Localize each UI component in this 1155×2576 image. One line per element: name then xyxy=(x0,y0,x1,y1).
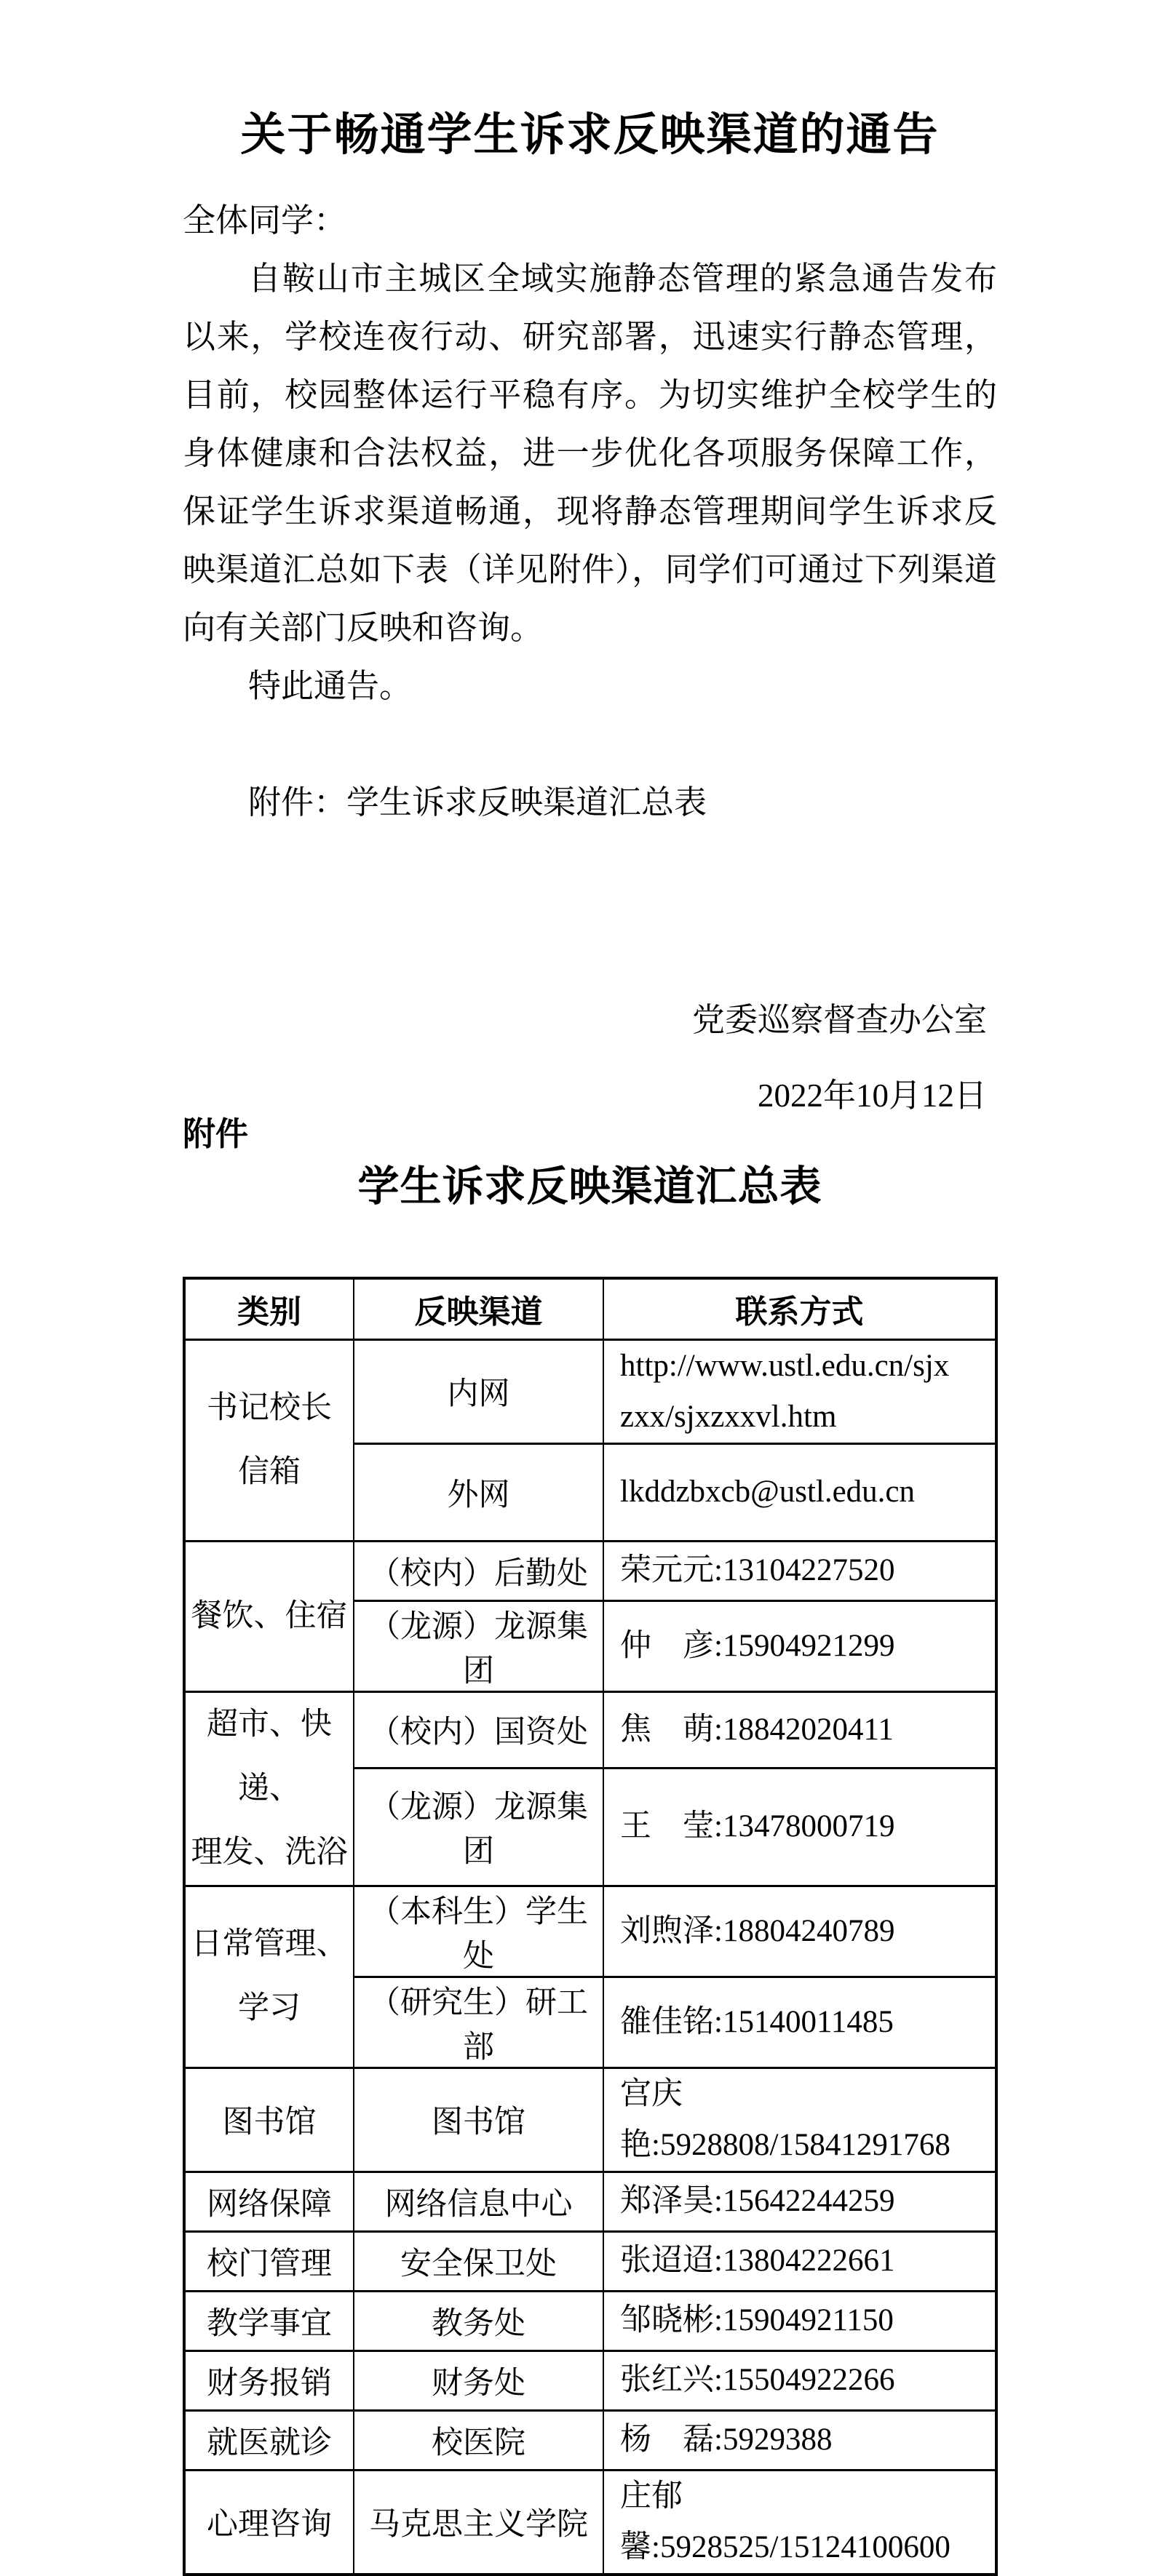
channel-cell: （龙源）龙源集团 xyxy=(354,1600,603,1691)
contact-line: 仲 彦:15904921299 xyxy=(620,1628,895,1663)
table-row xyxy=(184,2231,996,2291)
channel-cell: （龙源）龙源集团 xyxy=(354,1768,603,1886)
contact-line: 荣元元:13104227520 xyxy=(620,1553,895,1587)
contact-line: 郑泽昊:15642244259 xyxy=(620,2184,895,2218)
notice-closing: 特此通告。 xyxy=(248,668,413,704)
contact-cell xyxy=(603,1443,996,1541)
contact-line: 宫庆艳:5928808/15841291768 xyxy=(620,2076,950,2162)
contact-line: 焦 萌:18842020411 xyxy=(620,1712,894,1747)
category-cell: 网络保障 xyxy=(184,2172,354,2231)
channel-cell: （校内）后勤处 xyxy=(354,1541,603,1600)
table-row xyxy=(184,1691,996,1768)
category-cell: 心理咨询 xyxy=(184,2470,354,2575)
appeal-channels-table xyxy=(183,1277,998,2576)
contact-cell xyxy=(603,2172,996,2231)
channel-cell: 财务处 xyxy=(354,2350,603,2410)
category-line: 学习 xyxy=(238,1991,301,2025)
category-cell: 图书馆 xyxy=(184,2067,354,2172)
contact-cell xyxy=(603,2410,996,2470)
contact-line: 雒佳铭:15140011485 xyxy=(620,2004,894,2039)
table-row xyxy=(184,2291,996,2350)
category-line: 书记校长 xyxy=(207,1390,332,1425)
category-cell: 校门管理 xyxy=(184,2231,354,2291)
contact-line: 庄郁馨:5928525/15124100600 xyxy=(620,2479,950,2564)
channel-cell: （本科生）学生处 xyxy=(354,1886,603,1977)
table-row xyxy=(184,2172,996,2231)
contact-url-line: http://www.ustl.edu.cn/sjx xyxy=(620,1348,950,1383)
category-cell: 就医就诊 xyxy=(184,2410,354,2470)
channel-cell: 校医院 xyxy=(354,2410,603,2470)
category-cell: 教学事宜 xyxy=(184,2291,354,2350)
category-line: 餐饮、住宿 xyxy=(191,1598,348,1633)
attachment-table-title: 学生诉求反映渠道汇总表 xyxy=(357,1164,822,1210)
table-row xyxy=(184,2470,996,2575)
attachment-label: 附件 xyxy=(183,1114,249,1153)
contact-cell xyxy=(603,2350,996,2410)
channel-cell: 马克思主义学院 xyxy=(354,2470,603,2575)
contact-cell xyxy=(603,2231,996,2291)
channel-cell: 教务处 xyxy=(354,2291,603,2350)
channel-cell: 内网 xyxy=(354,1339,603,1443)
channel-cell: （研究生）研工部 xyxy=(354,1977,603,2067)
salutation: 全体同学： xyxy=(183,202,347,239)
contact-cell xyxy=(603,2470,996,2575)
contact-cell xyxy=(603,1691,996,1768)
contact-line: 张红兴:15504922266 xyxy=(620,2363,895,2397)
signature-date: 2022年10月12日 xyxy=(757,1077,987,1114)
contact-cell xyxy=(603,2067,996,2172)
category-line: 理发、洗浴 xyxy=(191,1835,348,1870)
contact-cell xyxy=(603,1600,996,1691)
notice-body-paragraph: 自鞍山市主城区全域实施静态管理的紧急通告发布以来，学校连夜行动、研究部署，迅速实行静态管理，目前，校园整体运行平稳有序。为切实维护全校学生的身体健康和合法权益，进一步优化各项服务保障工作，保证学生诉求渠道畅通，现将静态管理期间学生诉求反映渠道汇总如下表（详见附件），同学们可通过下列渠道向有关部门反映和咨询。 xyxy=(183,260,997,646)
header-cell-channel: 反映渠道 xyxy=(354,1278,603,1339)
channel-cell: 外网 xyxy=(354,1443,603,1541)
contact-cell xyxy=(603,1886,996,1977)
table-row xyxy=(184,2350,996,2410)
contact-line: 杨 磊:5929388 xyxy=(620,2423,833,2457)
table-row xyxy=(184,2410,996,2470)
contact-cell xyxy=(603,2291,996,2350)
signature-block xyxy=(183,991,997,1125)
category-cell: 财务报销 xyxy=(184,2350,354,2410)
channel-cell: 网络信息中心 xyxy=(354,2172,603,2231)
category-line: 超市、快递、 xyxy=(207,1707,332,1806)
category-line: 信箱 xyxy=(238,1454,301,1489)
contact-line: 邹晓彬:15904921150 xyxy=(620,2303,894,2337)
channel-cell: 安全保卫处 xyxy=(354,2231,603,2291)
table-row xyxy=(184,1541,996,1600)
contact-cell xyxy=(603,1977,996,2067)
category-line: 日常管理、 xyxy=(191,1927,348,1961)
attachment-note: 附件：学生诉求反映渠道汇总表 xyxy=(248,784,707,821)
contact-line: 王 莹:13478000719 xyxy=(620,1809,895,1844)
category-cell xyxy=(184,1691,354,1886)
channel-cell: 图书馆 xyxy=(354,2067,603,2172)
category-cell xyxy=(184,1339,354,1541)
contact-cell xyxy=(603,1541,996,1600)
contact-cell xyxy=(603,1339,996,1443)
signature-office: 党委巡察督查办公室 xyxy=(691,1002,987,1038)
category-cell xyxy=(184,1886,354,2067)
contact-cell xyxy=(603,1768,996,1886)
table-header-row xyxy=(184,1278,996,1339)
table-row xyxy=(184,1339,996,1443)
contact-line: 刘煦泽:18804240789 xyxy=(620,1913,895,1948)
header-cell-contact: 联系方式 xyxy=(603,1278,996,1339)
contact-email: lkddzbxcb@ustl.edu.cn xyxy=(620,1475,916,1509)
contact-url-line: zxx/sjxzxxvl.htm xyxy=(620,1399,837,1434)
notice-title: 关于畅通学生诉求反映渠道的通告 xyxy=(240,111,940,160)
table-row xyxy=(184,2067,996,2172)
category-cell xyxy=(184,1541,354,1691)
channel-cell: （校内）国资处 xyxy=(354,1691,603,1768)
contact-line: 张迢迢:13804222661 xyxy=(620,2244,895,2278)
header-cell-category: 类别 xyxy=(184,1278,354,1339)
table-row xyxy=(184,1886,996,1977)
